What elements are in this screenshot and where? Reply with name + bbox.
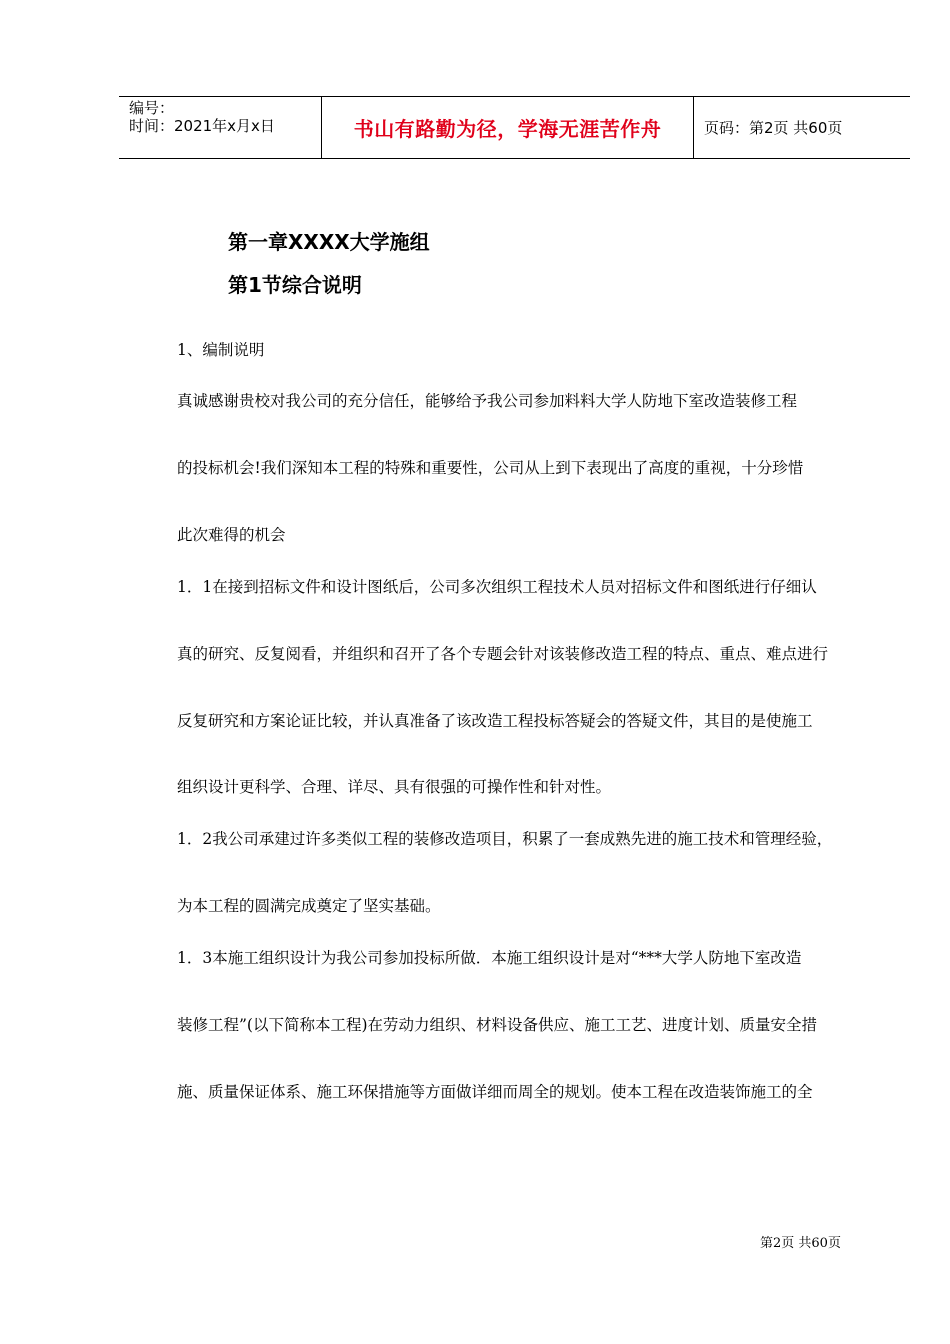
- body-line: 为本工程的圆满完成奠定了坚实基础。: [177, 897, 441, 915]
- header-page-cell: [694, 97, 910, 158]
- body-line: 施、质量保证体系、施工环保措施等方面做详细而周全的规划。使本工程在改造装饰施工的全: [177, 1083, 813, 1101]
- time-label: 时间：2021年x月x日: [129, 117, 275, 135]
- body-line: 1．3本施工组织设计为我公司参加投标所做．本施工组织设计是对“***大学人防地下室改造: [177, 949, 802, 967]
- body-line: 装修工程”(以下简称本工程)在劳动力组织、材料设备供应、施工工艺、进度计划、质量安全措: [177, 1016, 818, 1034]
- body-line: 真诚感谢贵校对我公司的充分信任，能够给予我公司参加料料大学人防地下室改造装修工程: [177, 392, 798, 410]
- chapter-title: 第一章XXXX大学施组: [228, 230, 430, 254]
- number-label: 编号：: [129, 99, 175, 117]
- header-motto-cell: [322, 97, 694, 158]
- body-line: 1．2我公司承建过许多类似工程的装修改造项目，积累了一套成熟先进的施工技术和管理经验，: [177, 830, 833, 848]
- body-line: 组织设计更科学、合理、详尽、具有很强的可操作性和针对性。: [177, 778, 612, 796]
- body-line: 的投标机会!我们深知本工程的特殊和重要性，公司从上到下表现出了高度的重视，十分珍惜: [177, 459, 804, 477]
- body-line: 1、编制说明: [177, 341, 265, 359]
- body-line: 反复研究和方案论证比较，并认真准备了该改造工程投标答疑会的答疑文件，其目的是使施工: [177, 712, 813, 730]
- body-line: 此次难得的机会: [177, 526, 286, 544]
- section-title: 第1节综合说明: [228, 273, 362, 297]
- footer-page-number: 第2页 共60页: [760, 1236, 841, 1251]
- header-info-cell: [119, 97, 322, 158]
- page-header: [119, 96, 910, 159]
- body-line: 真的研究、反复阅看，并组织和召开了各个专题会针对该装修改造工程的特点、重点、难点进行: [177, 645, 829, 663]
- motto-text: 书山有路勤为径，学海无涯苦作舟: [353, 117, 662, 141]
- page-code: 页码：第2页 共60页: [704, 119, 843, 137]
- body-line: 1．1在接到招标文件和设计图纸后，公司多次组织工程技术人员对招标文件和图纸进行仔细认: [177, 578, 817, 596]
